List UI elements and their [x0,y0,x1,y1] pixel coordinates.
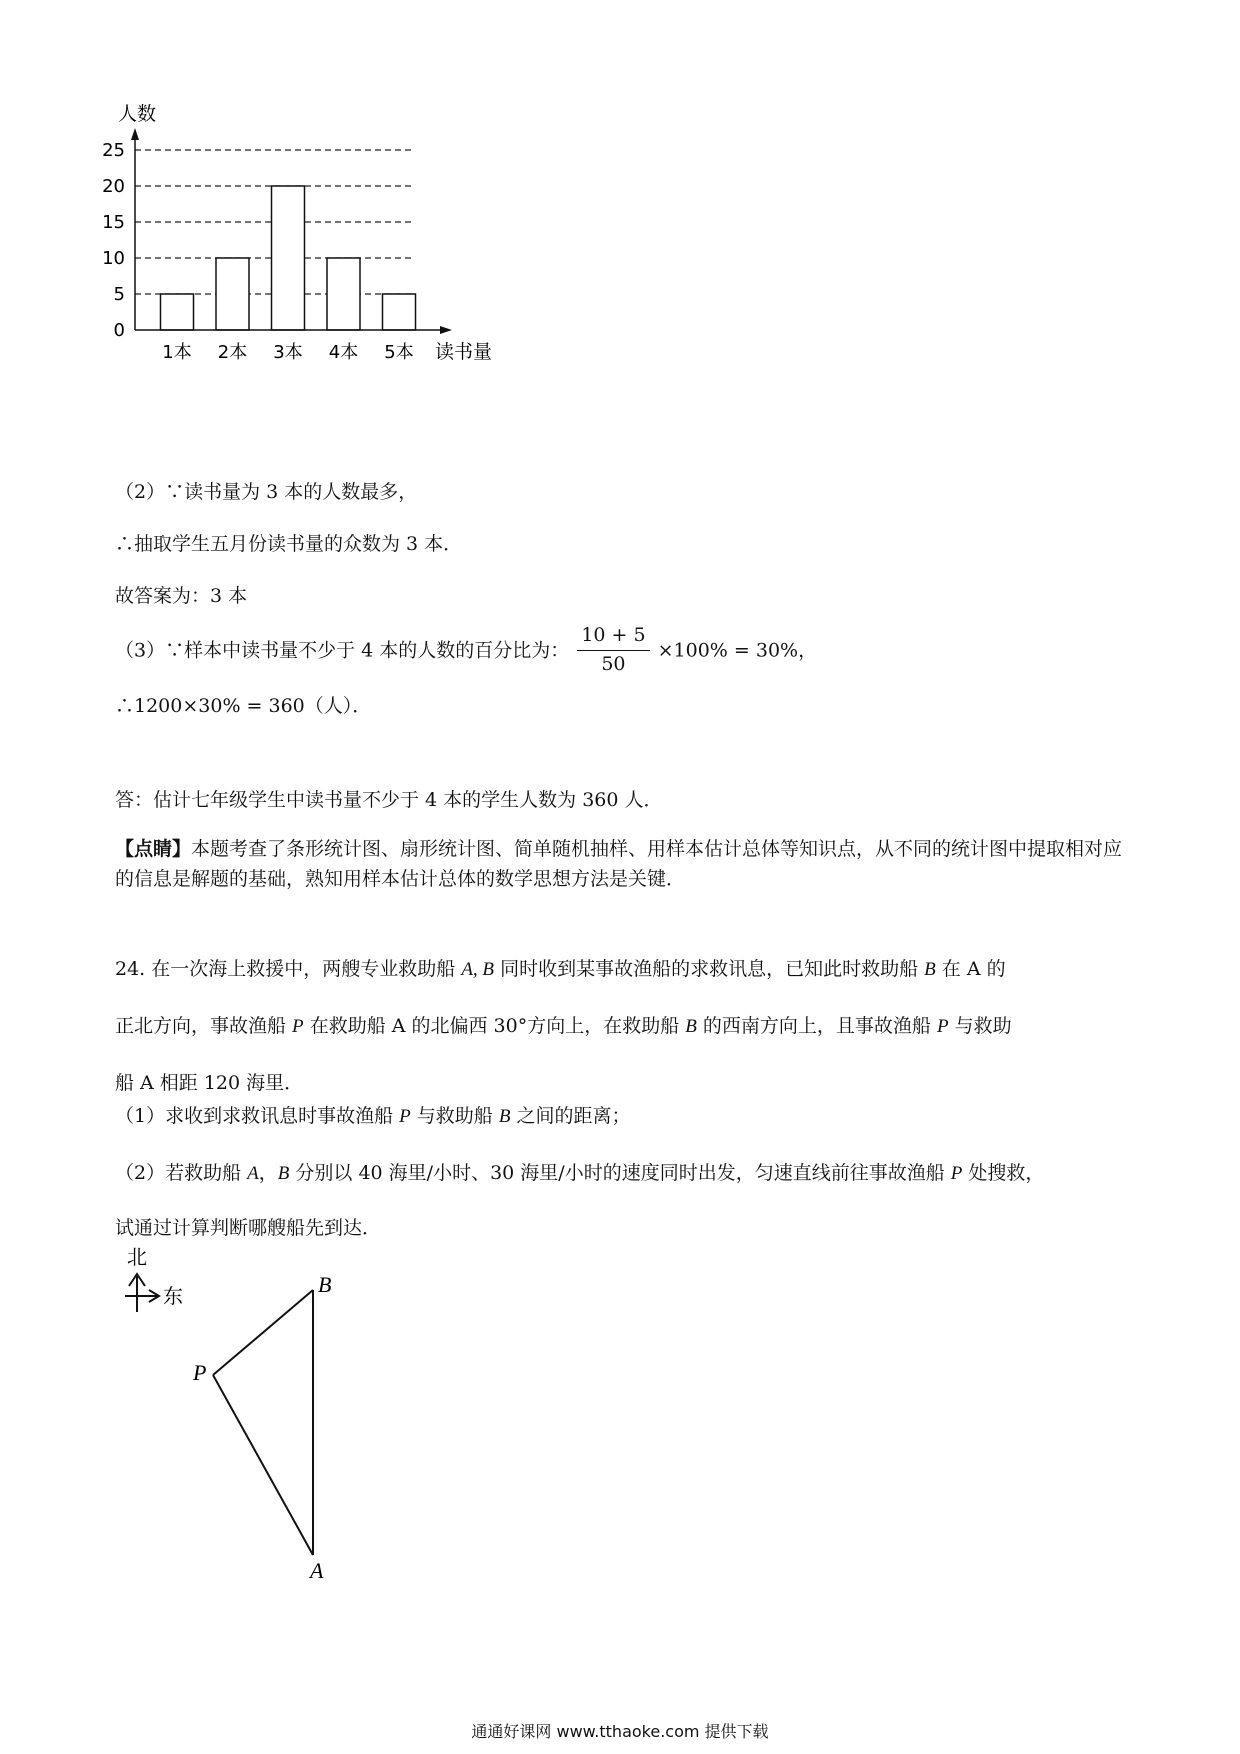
fraction-denominator: 50 [601,652,626,675]
x-axis-label: 读书量 [435,341,493,363]
problem-text: 正北方向，事故渔船 [115,1015,293,1037]
y-axis-arrow [131,128,139,140]
x-tick-label: 1本 [162,342,192,363]
solution-part2-line2: ∴抽取学生五月份读书量的众数为 3 本． [115,533,463,555]
x-tick-label: 3本 [273,342,303,363]
point-b-label: B [318,1272,332,1297]
part3-suffix: ×100% = 30%， [657,639,818,662]
segment-pa [213,1375,313,1555]
x-tick-label: 2本 [217,342,248,363]
y-tick-label: 25 [102,140,125,161]
y-tick-label: 0 [113,320,125,341]
solution-part3-line1 [115,624,817,677]
x-axis-arrow [440,326,452,334]
problem-text: 与救助 [948,1015,1012,1037]
question-text: 处搜救， [962,1162,1045,1184]
problem-text: 在救助船 A 的北偏西 30°方向上，在救助船 [303,1015,686,1037]
bar-5 [383,294,416,330]
solution-part2-line1: （2）∵读书量为 3 本的人数最多， [115,481,418,503]
fraction-numerator: 10 + 5 [577,624,649,651]
bar-1 [161,294,194,330]
question-text: 试通过计算判断哪艘船先到达． [115,1217,382,1239]
comment-tag: 【点睛】 [115,838,192,860]
problem-text: 船 A 相距 120 海里． [115,1072,304,1094]
chart-y-ticks [102,140,125,341]
y-tick-label: 15 [102,212,125,233]
bar-chart [100,100,560,420]
var-p: P [399,1106,411,1127]
part3-prefix: （3）∵样本中读书量不少于 4 本的人数的百分比为： [115,639,570,662]
solution-part3-calc: ∴1200×30% = 360（人）． [115,695,372,717]
x-tick-label: 5本 [384,342,414,363]
var-ab: A, B [461,959,495,980]
chart-x-ticks [162,342,413,363]
point-p-label: P [193,1360,207,1385]
var-b: B [924,959,936,980]
question-text: （1）求收到求救讯息时事故渔船 [115,1105,400,1127]
problem-24-statement [115,941,1125,1112]
x-tick-label: 4本 [328,342,359,363]
question-text: ， [258,1162,278,1184]
problem-text: 在 A 的 [935,958,1006,980]
question-text: 分别以 40 海里/小时、30 海里/小时的速度同时出发，匀速直线前往事故渔船 [289,1162,951,1184]
bar-2 [216,258,249,330]
east-label: 东 [163,1284,183,1308]
solution-part3-answer: 答：估计七年级学生中读书量不少于 4 本的学生人数为 360 人． [115,789,663,811]
problem-text: 在一次海上救援中，两艘专业救助船 [145,958,462,980]
y-tick-label: 10 [102,248,125,269]
var-b: B [498,1106,511,1127]
y-tick-label: 20 [102,176,125,197]
problem-text: 的西南方向上，且事故渔船 [696,1015,937,1037]
var-b: B [685,1016,697,1037]
bar-4 [327,258,360,330]
var-a: A [247,1163,259,1184]
bar-3 [272,186,305,330]
var-b: B [277,1163,290,1184]
comment-paragraph [115,834,1125,894]
question-text: 之间的距离； [510,1105,631,1127]
problem-text: 同时收到某事故渔船的求救讯息，已知此时救助船 [494,958,925,980]
comment-text: 本题考查了条形统计图、扇形统计图、简单随机抽样、用样本估计总体等知识点，从不同的统计图中提取相对应的信息是解题的基础，熟知用样本估计总体的数学思想方法是关键． [115,838,1123,890]
problem-number: 24. [115,958,146,980]
var-p: P [292,1016,304,1037]
problem-24-question-1 [115,1102,631,1131]
var-p: P [936,1016,949,1037]
solution-part2-answer: 故答案为：3 本 [115,585,248,607]
problem-24-question-2 [115,1146,1125,1255]
page-footer: 通通好课网 www.tthaoke.com 提供下载 [471,1722,769,1741]
percentage-fraction [577,624,649,677]
question-text: 与救助船 [410,1105,499,1127]
point-a-label: A [310,1558,324,1580]
question-text: （2）若救助船 [115,1162,248,1184]
geometry-diagram [115,1240,375,1580]
y-tick-label: 5 [113,284,125,305]
y-axis-label: 人数 [118,103,157,125]
var-p: P [950,1163,963,1184]
segment-pb [213,1290,313,1375]
north-label: 北 [127,1245,147,1269]
